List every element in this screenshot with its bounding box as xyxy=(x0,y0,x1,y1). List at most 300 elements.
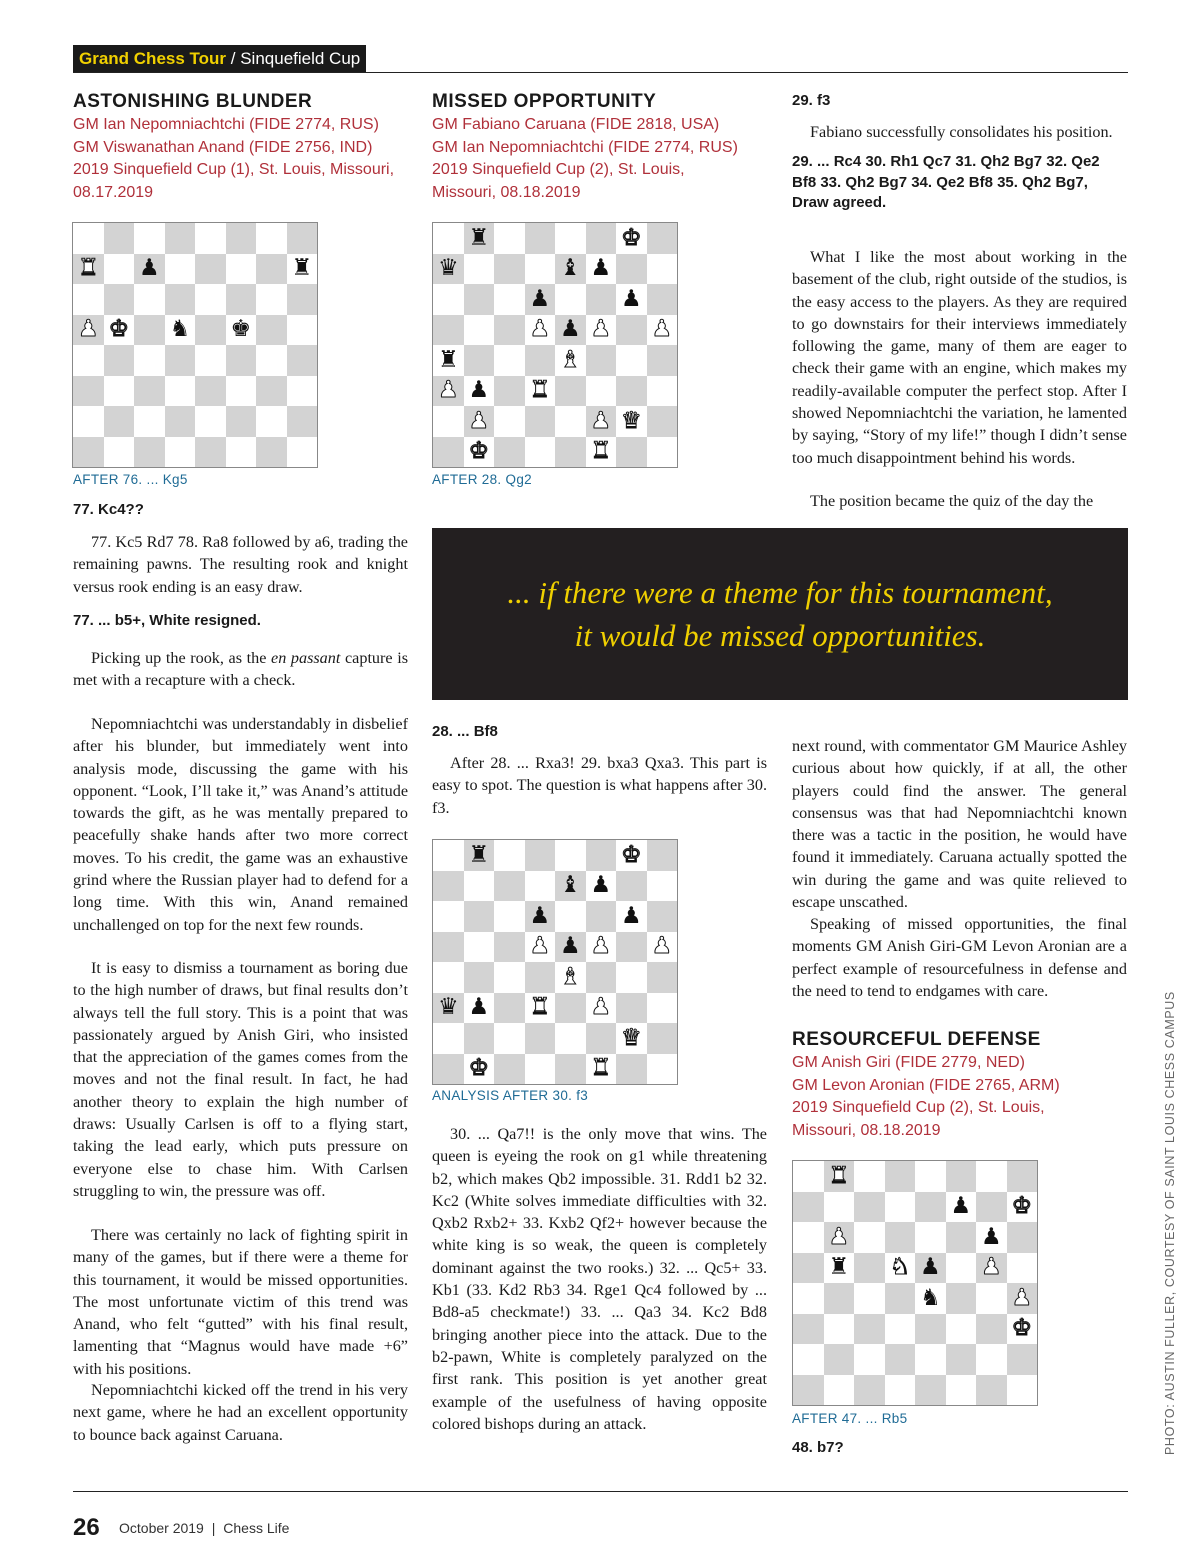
board-square xyxy=(824,1375,855,1406)
board-square xyxy=(616,962,647,993)
white-pawn-icon: ♟ xyxy=(1011,1284,1033,1311)
col3-game-info xyxy=(792,1052,1127,1142)
issue-date: October 2019 xyxy=(119,1520,204,1536)
board-square xyxy=(256,376,287,407)
board-square xyxy=(494,345,525,376)
board-square xyxy=(256,223,287,254)
board-square xyxy=(647,437,678,468)
board-square xyxy=(195,315,226,346)
white-king-icon: ♚ xyxy=(620,224,642,251)
white-pawn-icon: ♟ xyxy=(529,933,551,960)
board-square xyxy=(854,1344,885,1375)
black-queen-icon: ♛ xyxy=(437,255,459,282)
col1-paragraph-6: Nepomniachtchi kicked off the trend in his very next game, where he had an excellent opportunity to bounce back against Caruana. xyxy=(73,1381,408,1444)
board-square xyxy=(287,284,318,315)
board-square xyxy=(494,315,525,346)
board-square xyxy=(134,406,165,437)
footer-separator: | xyxy=(211,1520,216,1536)
board-square xyxy=(647,254,678,285)
board-square xyxy=(525,406,556,437)
col1-paragraph-2 xyxy=(73,647,408,692)
col1-move-1: 77. Kc4?? xyxy=(73,501,144,518)
board-square xyxy=(287,345,318,376)
black-rook-icon: ♜ xyxy=(437,346,459,373)
col1-move-2: 77. ... b5+, White resigned. xyxy=(73,612,261,629)
white-queen-icon: ♛ xyxy=(620,407,642,434)
board-square xyxy=(586,871,617,902)
board-square xyxy=(647,840,678,871)
board-square xyxy=(1007,1253,1038,1284)
white-rook-icon: ♜ xyxy=(529,377,551,404)
board-square xyxy=(946,1314,977,1345)
white-rook-icon: ♜ xyxy=(529,994,551,1021)
black-pawn-icon: ♟ xyxy=(559,316,581,343)
board-square xyxy=(494,901,525,932)
col2-black-player: GM Ian Nepomniachtchi (FIDE 2774, RUS) xyxy=(432,138,738,156)
white-bishop-icon: ♝ xyxy=(559,963,581,990)
board-square xyxy=(915,1375,946,1406)
board-square xyxy=(1007,1344,1038,1375)
white-pawn-icon: ♟ xyxy=(651,933,673,960)
white-king-icon: ♚ xyxy=(108,316,130,343)
board-square xyxy=(104,223,135,254)
black-pawn-icon: ♟ xyxy=(590,872,612,899)
board-square xyxy=(915,1314,946,1345)
white-pawn-icon: ♟ xyxy=(468,407,490,434)
board-square xyxy=(494,254,525,285)
board-square xyxy=(226,223,257,254)
board-square xyxy=(525,1023,556,1054)
col1-paragraph-5: There was certainly no lack of fighting spirit in many of the games, but if there were a theme for this tournament, it would be missed opportunities. The most unfortunate victim of this trend was Anand, who felt “gutted” with his final result, lamenting that “Magnus would have made +6” with his positions. xyxy=(73,1226,408,1378)
board-square xyxy=(1007,1222,1038,1253)
board-square xyxy=(494,1054,525,1085)
board-square xyxy=(793,1161,824,1192)
white-bishop-icon: ♝ xyxy=(559,346,581,373)
series-title: Grand Chess Tour xyxy=(79,49,227,68)
board-square xyxy=(256,254,287,285)
col1-game-info xyxy=(73,114,418,204)
board-square xyxy=(915,1192,946,1223)
board-square xyxy=(616,932,647,963)
board-square xyxy=(647,901,678,932)
board-square xyxy=(195,406,226,437)
chess-board-2 xyxy=(432,222,678,468)
board-square xyxy=(946,1192,977,1223)
board-square xyxy=(226,406,257,437)
board-square xyxy=(1007,1375,1038,1406)
pull-quote-line-2: it would be missed opportunities. xyxy=(574,618,986,653)
board-square xyxy=(946,1222,977,1253)
white-pawn-icon: ♟ xyxy=(828,1223,850,1250)
board-square xyxy=(73,376,104,407)
board-square xyxy=(134,315,165,346)
board-square xyxy=(256,406,287,437)
board-square xyxy=(525,223,556,254)
board-square xyxy=(165,315,196,346)
white-pawn-icon: ♟ xyxy=(590,933,612,960)
board-square xyxy=(134,437,165,468)
board4-caption: AFTER 47. ... Rb5 xyxy=(792,1411,908,1426)
board-square xyxy=(647,993,678,1024)
board-square xyxy=(73,406,104,437)
board-square xyxy=(433,993,464,1024)
col3-move-1: 29. f3 xyxy=(792,92,831,109)
board-square xyxy=(134,254,165,285)
board-square xyxy=(824,1253,855,1284)
pull-quote-line-1: ... if there were a theme for this tournament, xyxy=(507,575,1053,610)
board-square xyxy=(494,1023,525,1054)
board-square xyxy=(647,315,678,346)
p2-emphasis: en passant xyxy=(271,649,341,667)
white-pawn-icon: ♟ xyxy=(651,316,673,343)
board-square xyxy=(555,1054,586,1085)
col3-paragraph-1: Fabiano successfully consolidates his position. xyxy=(810,123,1113,141)
board-square xyxy=(73,315,104,346)
black-pawn-icon: ♟ xyxy=(529,902,551,929)
board-square xyxy=(433,901,464,932)
col2-game-info xyxy=(432,114,777,204)
board-square xyxy=(647,1054,678,1085)
col3-white-player: GM Anish Giri (FIDE 2779, NED) xyxy=(792,1054,1025,1071)
col2-move-1: 28. ... Bf8 xyxy=(432,723,498,740)
board-square xyxy=(464,376,495,407)
board-square xyxy=(555,993,586,1024)
board-square xyxy=(793,1222,824,1253)
board-square xyxy=(555,840,586,871)
board-square xyxy=(793,1253,824,1284)
board-square xyxy=(555,962,586,993)
board-square xyxy=(885,1222,916,1253)
col2-white-player: GM Fabiano Caruana (FIDE 2818, USA) xyxy=(432,116,720,133)
board-square xyxy=(616,406,647,437)
white-pawn-icon: ♟ xyxy=(590,316,612,343)
col1-paragraph-3: Nepomniachtchi was understandably in disbelief after his blunder, but immediately went into analysis mode, discussing the game with his opponent. “Look, I’ll take it,” was Anand’s attitude towards the gift, as he was mentally prepared to peacefully shake hands after two more correct moves. To his credit, the game was an exhaustive grind where the Russian player had to defend for a long time. With this win, Anand remained unchallenged on top for the next few rounds. xyxy=(73,715,408,934)
board-square xyxy=(464,993,495,1024)
board-square xyxy=(854,1283,885,1314)
pull-quote xyxy=(432,528,1128,700)
board-square xyxy=(134,376,165,407)
col3-paragraph-3: The position became the quiz of the day the xyxy=(810,492,1094,510)
board-square xyxy=(885,1192,916,1223)
black-pawn-icon: ♟ xyxy=(559,933,581,960)
board-square xyxy=(586,901,617,932)
board-square xyxy=(946,1283,977,1314)
board-square xyxy=(104,437,135,468)
board-square xyxy=(433,1023,464,1054)
board3-caption: ANALYSIS AFTER 30. f3 xyxy=(432,1088,589,1103)
board-square xyxy=(464,345,495,376)
board-square xyxy=(616,1054,647,1085)
board-square xyxy=(976,1314,1007,1345)
board-square xyxy=(165,437,196,468)
board-square xyxy=(555,1023,586,1054)
board-square xyxy=(885,1253,916,1284)
board-square xyxy=(494,376,525,407)
board-square xyxy=(616,1023,647,1054)
board-square xyxy=(464,962,495,993)
board-square xyxy=(915,1253,946,1284)
board-square xyxy=(555,284,586,315)
board-square xyxy=(464,1023,495,1054)
board-square xyxy=(555,254,586,285)
board-square xyxy=(555,223,586,254)
board-square xyxy=(824,1222,855,1253)
board-square xyxy=(616,223,647,254)
board-square xyxy=(226,437,257,468)
board-square xyxy=(854,1253,885,1284)
board-square xyxy=(616,901,647,932)
board-square xyxy=(976,1375,1007,1406)
board-square xyxy=(464,871,495,902)
board-square xyxy=(104,315,135,346)
white-king-icon: ♚ xyxy=(1011,1315,1033,1342)
board-square xyxy=(586,1054,617,1085)
black-king-icon: ♚ xyxy=(230,316,252,343)
black-bishop-icon: ♝ xyxy=(559,255,581,282)
black-knight-icon: ♞ xyxy=(169,316,191,343)
board-square xyxy=(433,871,464,902)
white-rook-icon: ♜ xyxy=(828,1162,850,1189)
board-square xyxy=(586,406,617,437)
board-square xyxy=(586,437,617,468)
board-square xyxy=(287,406,318,437)
col2-title: MISSED OPPORTUNITY xyxy=(432,91,657,112)
board-square xyxy=(976,1161,1007,1192)
board-square xyxy=(555,345,586,376)
board-square xyxy=(525,840,556,871)
board-square xyxy=(73,345,104,376)
board-square xyxy=(616,840,647,871)
board-square xyxy=(287,437,318,468)
board-square xyxy=(946,1344,977,1375)
board-square xyxy=(494,993,525,1024)
board-square xyxy=(586,1023,617,1054)
black-pawn-icon: ♟ xyxy=(468,377,490,404)
board-square xyxy=(555,871,586,902)
board-square xyxy=(555,901,586,932)
board-square xyxy=(555,376,586,407)
board-square xyxy=(73,223,104,254)
white-queen-icon: ♛ xyxy=(620,1024,642,1051)
board-square xyxy=(885,1375,916,1406)
board-square xyxy=(73,254,104,285)
board-square xyxy=(464,254,495,285)
board-square xyxy=(226,315,257,346)
chess-board-1 xyxy=(72,222,318,468)
board-square xyxy=(616,376,647,407)
board-square xyxy=(464,406,495,437)
board-square xyxy=(433,223,464,254)
col3-date: Missouri, 08.18.2019 xyxy=(792,1121,941,1139)
board-square xyxy=(586,223,617,254)
black-pawn-icon: ♟ xyxy=(919,1254,941,1281)
board-square xyxy=(464,1054,495,1085)
board-square xyxy=(824,1283,855,1314)
board-square xyxy=(464,840,495,871)
board-square xyxy=(464,932,495,963)
board-square xyxy=(586,840,617,871)
header-rule xyxy=(73,72,1128,73)
board-square xyxy=(464,437,495,468)
board-square xyxy=(104,406,135,437)
black-knight-icon: ♞ xyxy=(919,1284,941,1311)
board-square xyxy=(586,345,617,376)
white-pawn-icon: ♟ xyxy=(590,407,612,434)
board-square xyxy=(165,284,196,315)
board-square xyxy=(433,437,464,468)
white-pawn-icon: ♟ xyxy=(980,1254,1002,1281)
board-square xyxy=(793,1283,824,1314)
board-square xyxy=(525,1054,556,1085)
col1-title: ASTONISHING BLUNDER xyxy=(73,91,313,112)
white-pawn-icon: ♟ xyxy=(529,316,551,343)
board-square xyxy=(525,962,556,993)
board-square xyxy=(647,962,678,993)
board-square xyxy=(165,376,196,407)
footer-info xyxy=(119,1520,289,1536)
white-rook-icon: ♜ xyxy=(590,1055,612,1082)
board-square xyxy=(915,1344,946,1375)
board-square xyxy=(104,345,135,376)
board-square xyxy=(433,840,464,871)
board-square xyxy=(195,437,226,468)
pull-quote-text xyxy=(507,571,1052,657)
col1-event: 2019 Sinquefield Cup (1), St. Louis, Missouri, xyxy=(73,161,395,178)
board-square xyxy=(256,315,287,346)
black-pawn-icon: ♟ xyxy=(950,1193,972,1220)
board-square xyxy=(525,254,556,285)
board-square xyxy=(433,345,464,376)
board-square xyxy=(73,284,104,315)
board-square xyxy=(647,1023,678,1054)
board-square xyxy=(287,223,318,254)
board-square xyxy=(494,284,525,315)
board-square xyxy=(433,1054,464,1085)
board-square xyxy=(104,254,135,285)
section-header xyxy=(73,45,366,73)
col1-paragraph-1: 77. Kc5 Rd7 78. Ra8 followed by a6, trading the remaining pawns. The resulting rook and knight versus rook ending is an easy draw. xyxy=(73,533,408,596)
col1-black-player: GM Viswanathan Anand (FIDE 2756, IND) xyxy=(73,138,373,156)
col3-paragraph-4: next round, with commentator GM Maurice Ashley curious about how quickly, if at all, the other players could find the answer. The general consensus was that had Nepomniachtchi known there was a tactic in the position, he would have found it immediately. Caruana actually spotted the win during the game and was quite relieved to escape unscathed. xyxy=(792,737,1127,912)
board-square xyxy=(525,437,556,468)
board-square xyxy=(885,1344,916,1375)
white-rook-icon: ♜ xyxy=(77,255,99,282)
board-square xyxy=(525,376,556,407)
board-square xyxy=(165,223,196,254)
board-square xyxy=(793,1314,824,1345)
board-square xyxy=(256,284,287,315)
board-square xyxy=(226,254,257,285)
board-square xyxy=(195,223,226,254)
black-queen-icon: ♛ xyxy=(437,994,459,1021)
board-square xyxy=(586,962,617,993)
board-square xyxy=(195,376,226,407)
board-square xyxy=(915,1283,946,1314)
white-king-icon: ♚ xyxy=(620,841,642,868)
board-square xyxy=(464,284,495,315)
black-rook-icon: ♜ xyxy=(828,1254,850,1281)
white-pawn-icon: ♟ xyxy=(590,994,612,1021)
board-square xyxy=(555,437,586,468)
board-square xyxy=(433,376,464,407)
white-knight-icon: ♞ xyxy=(889,1254,911,1281)
board-square xyxy=(616,345,647,376)
board-square xyxy=(915,1161,946,1192)
black-pawn-icon: ♟ xyxy=(590,255,612,282)
col2-event: 2019 Sinquefield Cup (2), St. Louis, xyxy=(432,161,685,178)
board-square xyxy=(494,437,525,468)
board-square xyxy=(104,376,135,407)
board-square xyxy=(616,993,647,1024)
black-pawn-icon: ♟ xyxy=(468,994,490,1021)
col2-date: Missouri, 08.18.2019 xyxy=(432,183,581,201)
board-square xyxy=(647,284,678,315)
board-square xyxy=(647,932,678,963)
board-square xyxy=(525,901,556,932)
board-square xyxy=(494,406,525,437)
board-square xyxy=(854,1161,885,1192)
board-square xyxy=(165,254,196,285)
board-square xyxy=(976,1192,1007,1223)
board-square xyxy=(494,962,525,993)
col1-paragraph-4: It is easy to dismiss a tournament as boring due to the high number of draws, but final results don’t always tell the full story. This is a point that was passionately argued by Anish Giri, who insisted that the appreciation of the games comes from the moves and not the final result. In fact, he had another theory to explain the high number of draws: Usually Carlsen is off to a flying start, taking the lead early, which puts pressure on everyone else to chase him. With Carlsen struggling to win, the pressure was off. xyxy=(73,959,408,1200)
board-square xyxy=(433,406,464,437)
board-square xyxy=(464,315,495,346)
event-title: Sinquefield Cup xyxy=(240,49,361,68)
footer-rule xyxy=(73,1491,1128,1492)
black-pawn-icon: ♟ xyxy=(980,1223,1002,1250)
board-square xyxy=(256,345,287,376)
col2-paragraph-1: After 28. ... Rxa3! 29. bxa3 Qxa3. This part is easy to spot. The question is what happens after 30. f3. xyxy=(432,754,767,817)
board-square xyxy=(946,1161,977,1192)
board2-caption: AFTER 28. Qg2 xyxy=(432,472,532,487)
board-square xyxy=(464,223,495,254)
board-square xyxy=(616,871,647,902)
board-square xyxy=(885,1314,916,1345)
board-square xyxy=(885,1283,916,1314)
board-square xyxy=(824,1344,855,1375)
black-pawn-icon: ♟ xyxy=(529,285,551,312)
board-square xyxy=(647,406,678,437)
board-square xyxy=(793,1192,824,1223)
board-square xyxy=(1007,1161,1038,1192)
board-square xyxy=(494,840,525,871)
board-square xyxy=(494,223,525,254)
board-square xyxy=(555,932,586,963)
board-square xyxy=(287,376,318,407)
black-pawn-icon: ♟ xyxy=(620,902,642,929)
board-square xyxy=(1007,1283,1038,1314)
board-square xyxy=(885,1161,916,1192)
board-square xyxy=(1007,1314,1038,1345)
board-square xyxy=(226,345,257,376)
col3-paragraph-2: What I like the most about working in the basement of the club, right outside of the studios, is the easy access to the players. As they are required to go downstairs for their interviews immediately following the game, many of them are eager to check their game with an engine, which makes my readily-available computer the perfect stop. After I showed Nepomniachtchi the variation, he lamented by saying, “Story of my life!” though I didn’t sense too much disappointment behind his words. xyxy=(792,248,1127,467)
col2-paragraph-2: 30. ... Qa7!! is the only move that wins. The queen is eyeing the rook on g1 while threatening b2, which makes Qb2 impossible. 31. Rdd1 b2 32. Kc2 (White solves immediate difficulties with 32. Qxb2 Rxb2+ 33. Kxb2 Qf2+ however because the white king is so weak, the queen is completely dominant against the two rooks.) 32. ... Qc5+ 33. Kb1 (33. Kd2 Rb3 34. Rge1 Qc4 followed by ... Bd8-a5 checkmate!) 33. ... Qa3 34. Kc2 Bd8 bringing another piece into the attack. Due to the b2-pawn, White is completely paralyzed on the first rank. This position is yet another great example of the usefulness of having opposite colored bishops during an attack. xyxy=(432,1125,767,1433)
board-square xyxy=(555,406,586,437)
board-square xyxy=(433,254,464,285)
board-square xyxy=(555,315,586,346)
board-square xyxy=(586,315,617,346)
board-square xyxy=(854,1192,885,1223)
board-square xyxy=(854,1222,885,1253)
white-pawn-icon: ♟ xyxy=(77,316,99,343)
board-square xyxy=(433,315,464,346)
board-square xyxy=(854,1314,885,1345)
board-square xyxy=(793,1344,824,1375)
board-square xyxy=(226,376,257,407)
board-square xyxy=(1007,1192,1038,1223)
board-square xyxy=(586,254,617,285)
